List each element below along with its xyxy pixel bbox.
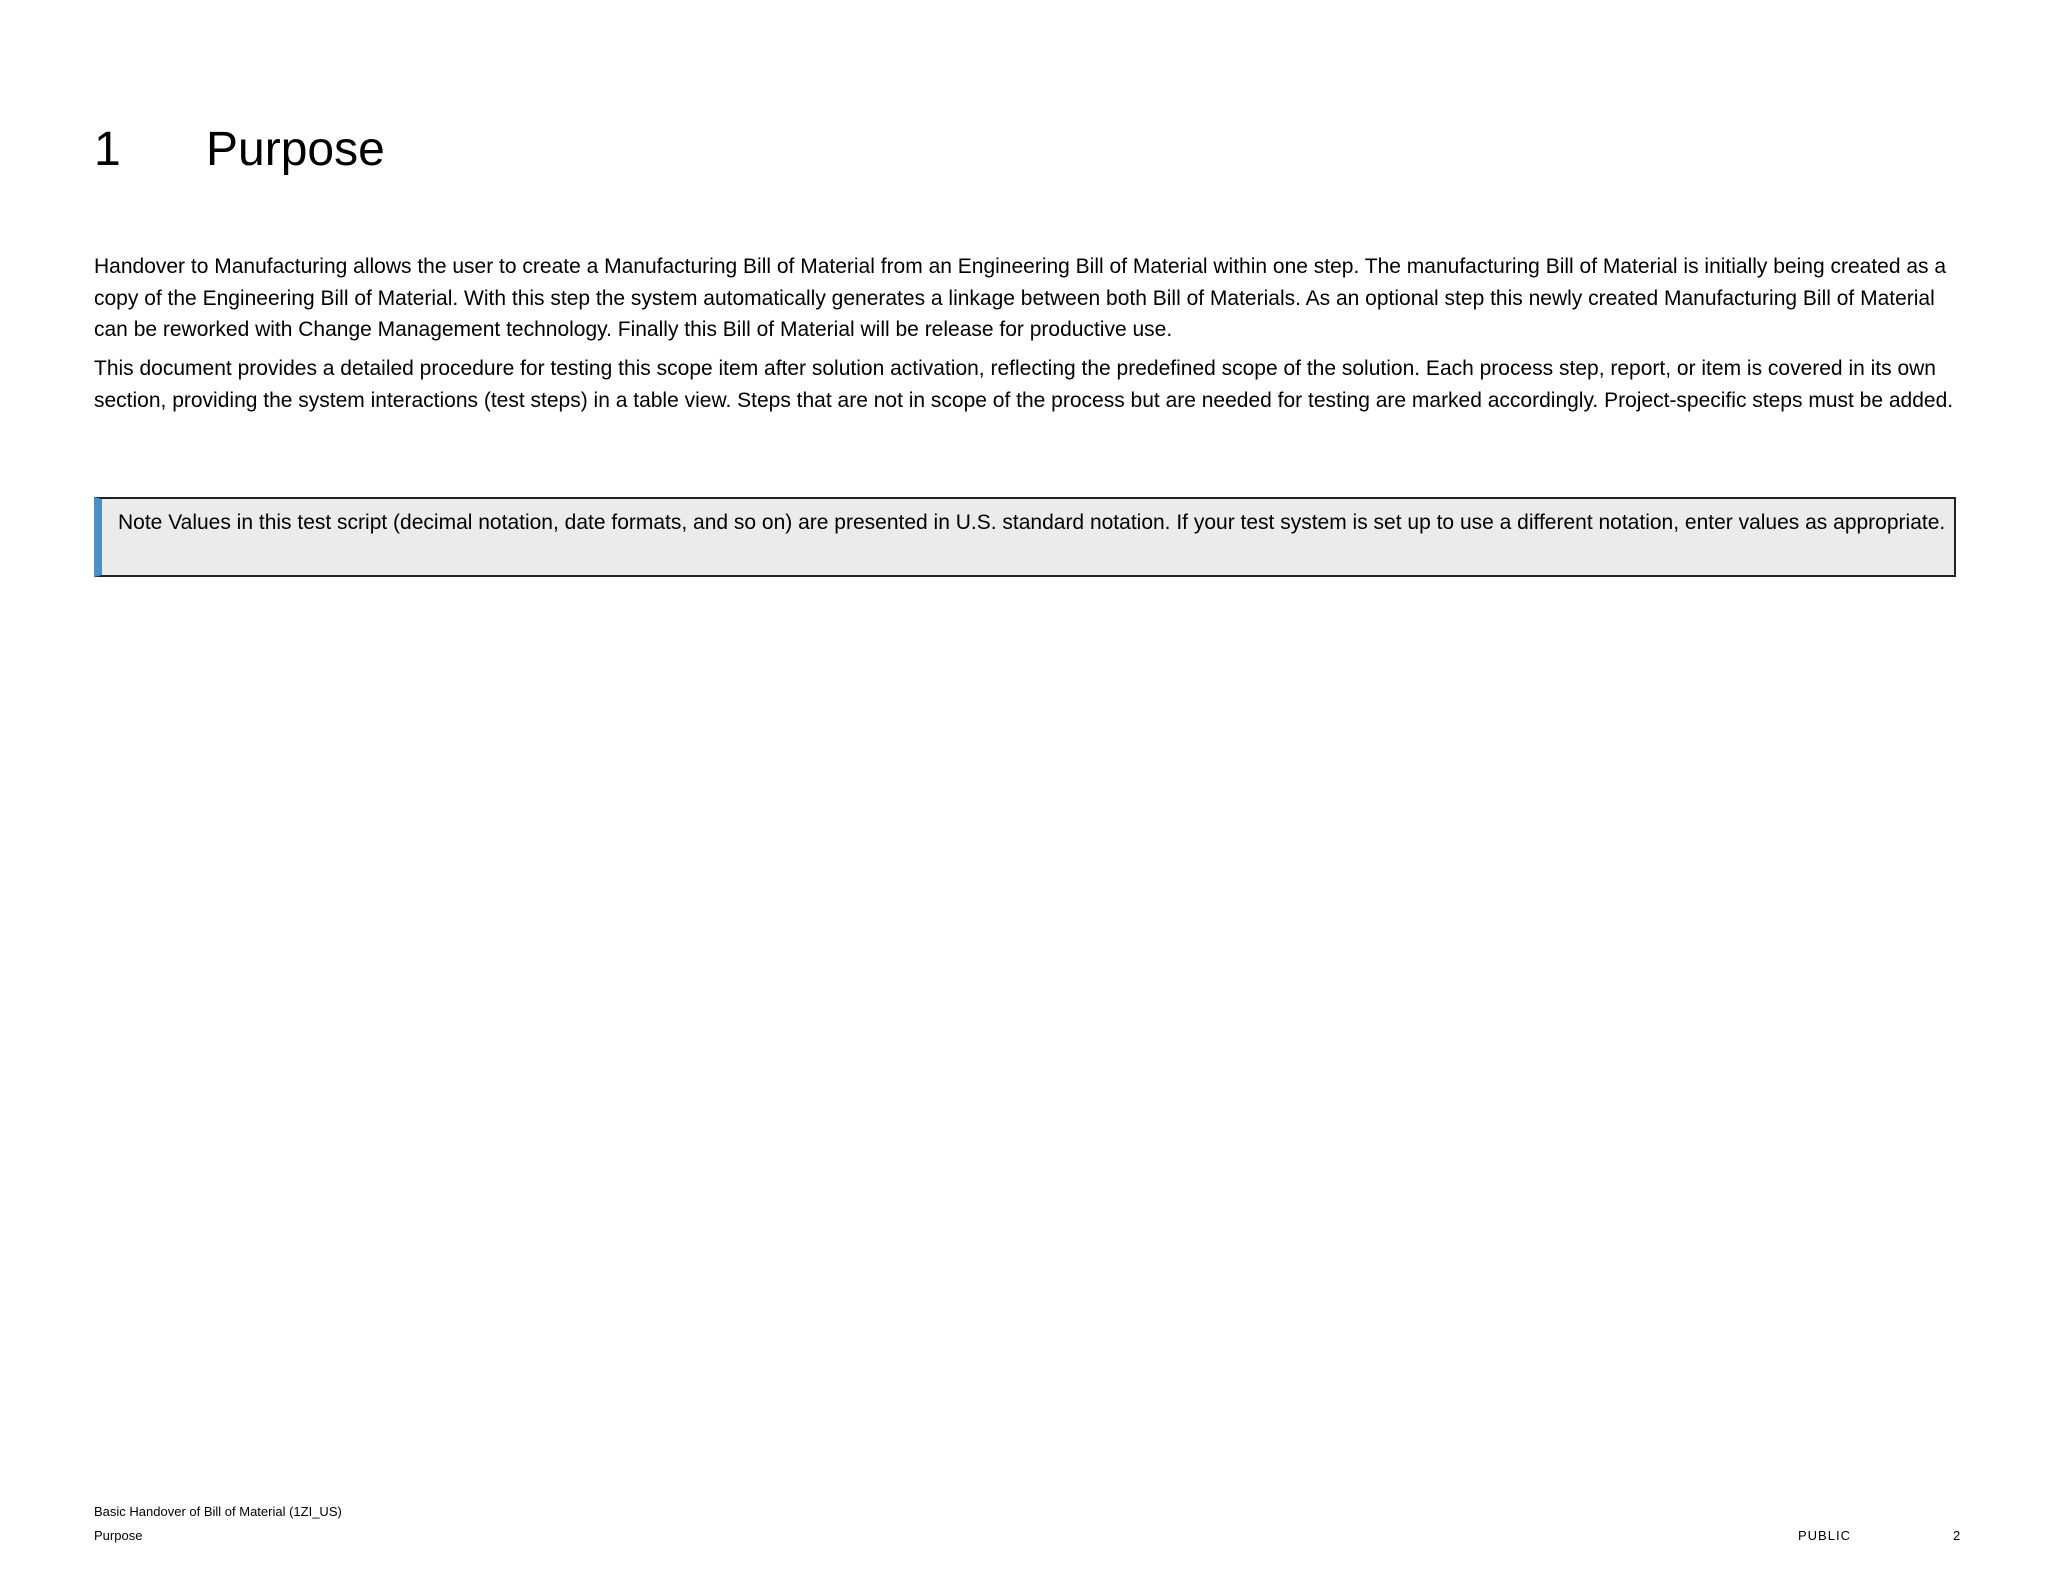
intro-paragraph: Handover to Manufacturing allows the user to create a Manufacturing Bill of Material from an Engineering Bill of Material within one step. The manufacturing Bill of Material is initially being created as a copy of the Engineering Bill of Material. With this step the system automatically generates a linkage between both Bill of Materials. As an optional step this newly created Manufacturing Bill of Material can be reworked with Change Management technology. Finally this Bill of Material will be release for productive use. — [94, 255, 1947, 341]
footer-classification: PUBLIC — [1798, 1528, 1851, 1543]
note-box — [94, 497, 1956, 577]
footer-left — [94, 1500, 342, 1548]
footer-document-title: Basic Handover of Bill of Material (1ZI_US) — [94, 1504, 342, 1519]
footer-page-number: 2 — [1953, 1528, 1961, 1543]
section-title: Purpose — [206, 123, 385, 176]
section-heading — [94, 118, 385, 182]
footer-section: Purpose — [94, 1528, 143, 1543]
scope-paragraph: This document provides a detailed procedure for testing this scope item after solution activation, reflecting the predefined scope of the solution. Each process step, report, or item is covered in its own section, providing the system interactions (test steps) in a table view. Steps that are not in scope of the process but are needed for testing are marked accordingly. Project-specific steps must be added. — [94, 357, 1954, 412]
note-text: Note Values in this test script (decimal notation, date formats, and so on) are presented in U.S. standard notation. If your test system is set up to use a different notation, enter values as appropriate. — [118, 511, 1946, 534]
section-number: 1 — [94, 123, 121, 176]
